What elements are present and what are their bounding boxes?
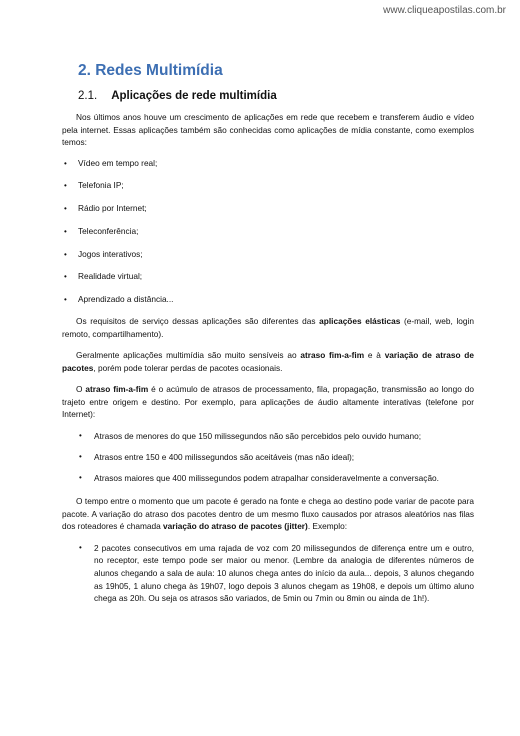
page-content [62, 62, 474, 615]
bullet-icon: • [64, 158, 67, 168]
emphasis: atraso fim-a-fim [300, 350, 365, 361]
bullet-icon: • [64, 204, 67, 214]
subsection-number: 2.1. [78, 90, 98, 102]
list-item: • Vídeo em tempo real; [64, 157, 158, 168]
list-item: • Atrasos maiores que 400 milissegundos podem atrapalhar consideravelmente a conversação. [79, 473, 439, 484]
emphasis: aplicações elásticas [319, 315, 401, 326]
section-title: 2. Redes Multimídia [78, 62, 223, 79]
subsection-heading [78, 90, 474, 102]
bullet-icon: • [79, 452, 82, 462]
list-item: • Teleconferência; [64, 225, 139, 236]
emphasis: variação de atraso de pacotes [62, 350, 474, 373]
list-item: • Jogos interativos; [64, 248, 143, 259]
jitter-list [62, 542, 474, 605]
bullet-icon: • [64, 294, 67, 304]
subsection-title: Aplicações de rede multimídia [111, 90, 277, 102]
bullet-icon: • [79, 542, 82, 552]
bullet-icon: • [64, 249, 67, 259]
emphasis: atraso fim-a-fim [85, 384, 149, 395]
examples-list [62, 158, 474, 305]
list-item: • 2 pacotes consecutivos em uma rajada de voz com 20 milissegundos de diferença entre um e outro, no receptor, este tempo pode ser maior ou menor. (Lembre da analogia de diferentes números de alunos chegando a sala de aula: 10 alunos chega antes do início da aula... depois, 3 alunos chegando as 19h05, 1 aluno chega às 19h07, logo depois 3 alunos chegam as 19h08, e depois um último aluno chega as 20h. Ou seja os atrasos são variados, de 5min ou 7min ou 8min ou ainda de 1h!). [79, 542, 474, 604]
list-item: • Realidade virtual; [64, 271, 143, 282]
bullet-icon: • [64, 226, 67, 236]
site-url: www.cliqueapostilas.com.br [383, 5, 506, 16]
jitter-paragraph: O tempo entre o momento que um pacote é gerado na fonte e chega ao destino pode variar de pacote para pacote. A variação do atraso dos pacotes dentro de um mesmo fluxo causados por atrasos aleatórios nas filas dos roteadores é chamada variação do atraso de pacotes (jitter). Exemplo: [62, 496, 474, 532]
list-item: • Aprendizado a distância... [64, 293, 174, 304]
requirements-paragraph: Os requisitos de serviço dessas aplicações são diferentes das aplicações elásticas (e-mail, web, login remoto, compartilhamento). [62, 315, 474, 339]
delay-list [62, 430, 474, 485]
list-item: • Atrasos entre 150 e 400 milissegundos são aceitáveis (mas não ideal); [79, 452, 355, 463]
delay-paragraph: O atraso fim-a-fim é o acúmulo de atrasos de processamento, fila, propagação, transmissão ao longo do trajeto entre origem e destino. Por exemplo, para aplicações de áudio altamente interativas (telefone por Internet): [62, 384, 474, 420]
bullet-icon: • [64, 181, 67, 191]
list-item: • Atrasos de menores do que 150 milissegundos não são percebidos pelo ouvido humano; [79, 431, 422, 442]
sensitivity-paragraph: Geralmente aplicações multimídia são muito sensíveis ao atraso fim-a-fim e à variação de atraso de pacotes, porém pode tolerar perdas de pacotes ocasionais. [62, 350, 474, 373]
list-item: • Telefonia IP; [64, 180, 124, 191]
list-item: • Rádio por Internet; [64, 203, 147, 214]
emphasis: variação do atraso de pacotes (jitter) [163, 521, 308, 532]
bullet-icon: • [79, 431, 82, 441]
bullet-icon: • [64, 272, 67, 282]
bullet-icon: • [79, 473, 82, 483]
intro-paragraph: Nos últimos anos houve um crescimento de aplicações em rede que recebem e transferem áudio e vídeo pela internet. Essas aplicações também são conhecidas como aplicações de mídia constante, como exemplos temos: [62, 112, 474, 148]
